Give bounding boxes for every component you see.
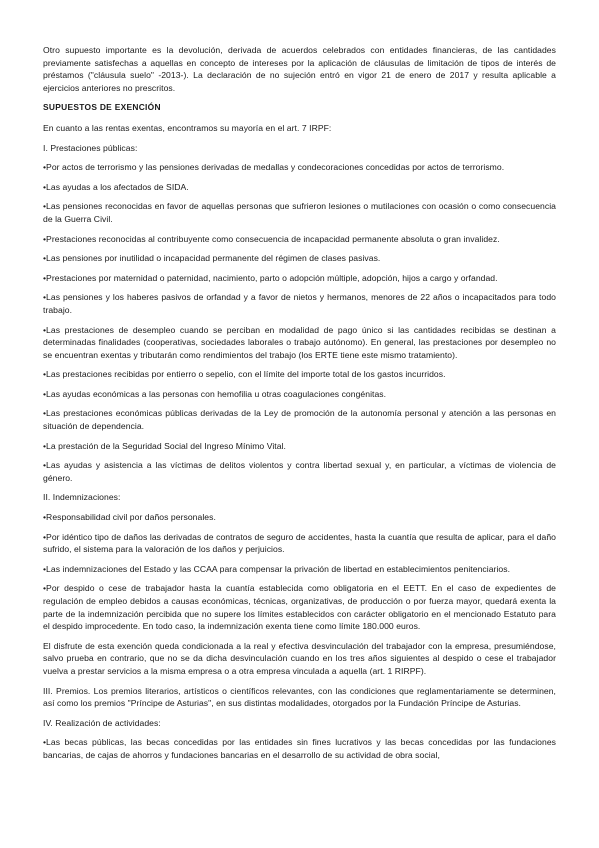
lead-paragraph: En cuanto a las rentas exentas, encontramos su mayoría en el art. 7 IRPF: — [43, 122, 332, 133]
list-item: •Las pensiones reconocidas en favor de aquellas personas que sufrieron lesiones o mutilaciones con ocasión o como consecuencia de la Guerra Civil. — [43, 201, 556, 224]
section-title: IV. Realización de actividades: — [43, 717, 161, 728]
list-item: •Las pensiones y los haberes pasivos de orfandad y a favor de nietos y hermanos, menores de 22 años o incapacitados para todo trabajo. — [43, 292, 556, 315]
intro-paragraph: Otro supuesto importante es la devolución, derivada de acuerdos celebrados con entidades financieras, de las cantidades previamente satisfechas a aquellas en concepto de intereses por la aplicación de cláusulas de limitación de tipos de interés de préstamos ("cláusula suelo" -2013-). La declaración de no sujeción entró en vigor 21 de enero de 2017 y resulta aplicable a ejercicios anteriores no prescritos. — [43, 45, 556, 93]
list-item: •Prestaciones por maternidad o paternidad, nacimiento, parto o adopción múltiple, adopción, hijos a cargo y orfandad. — [43, 272, 498, 283]
list-item: •Por despido o cese de trabajador hasta la cuantía establecida como obligatoria en el EETT. En el caso de expedientes de regulación de empleo debidos a causas económicas, técnicas, organizativas, de producción o por fuerza mayor, quedará exenta la parte de la indemnización percibida que no supere los límites establecidos con carácter obligatorio en el mencionado Estatuto para el despido improcedente. En todo caso, la indemnización exenta tiene como límite 180.000 euros. — [43, 583, 556, 632]
list-item: •Las prestaciones económicas públicas derivadas de la Ley de promoción de la autonomía personal y atención a las personas en situación de dependencia. — [43, 408, 556, 432]
list-item: •Las prestaciones de desempleo cuando se perciban en modalidad de pago único si las cantidades recibidas se destinan a determinadas finalidades (cooperativas, sociedades laborales o trabajo autónomo). En general, las prestaciones por desempleo no se encuentran exentas y tributarán como rendimientos del trabajo (los ERTE tiene este mismo tratamiento). — [43, 324, 556, 360]
list-item: •Las ayudas económicas a las personas con hemofilia u otras coagulaciones congénitas. — [43, 388, 387, 399]
document-page — [43, 44, 556, 769]
list-item: •Las becas públicas, las becas concedidas por las entidades sin fines lucrativos y las becas concedidas por las fundaciones bancarias, de cajas de ahorros y fundaciones bancarias en el desarrollo de su actividad de obra social, — [43, 737, 556, 760]
sections-container — [43, 142, 556, 762]
list-item: •La prestación de la Seguridad Social del Ingreso Mínimo Vital. — [43, 440, 286, 451]
list-item: El disfrute de esta exención queda condicionada a la real y efectiva desvinculación del trabajador con la empresa, presumiéndose, salvo prueba en contrario, que no se da dicha desvinculación cuando en los tres años siguientes al despido o cese el trabajador vuelva a prestar servicios a la misma empresa o a otra empresa vinculada a aquella (art. 1 RIRPF). — [43, 640, 556, 676]
list-item: •Las prestaciones recibidas por entierro o sepelio, con el límite del importe total de los gastos incurridos. — [43, 369, 446, 380]
list-item: •Las pensiones por inutilidad o incapacidad permanente del régimen de clases pasivas. — [43, 253, 381, 264]
list-item: •Prestaciones reconocidas al contribuyente como consecuencia de incapacidad permanente absoluta o gran invalidez. — [43, 233, 500, 244]
section-heading: SUPUESTOS DE EXENCIÓN — [43, 102, 161, 113]
list-item: III. Premios. Los premios literarios, artísticos o científicos relevantes, con las condiciones que reglamentariamente se determinen, así como los premios "Príncipe de Asturias", en sus distintas modalidades, otorgados por la Fundación Príncipe de Asturias. — [43, 685, 556, 709]
list-item: •Las indemnizaciones del Estado y las CCAA para compensar la privación de libertad en establecimientos penitenciarios. — [43, 563, 511, 574]
list-item: •Por actos de terrorismo y las pensiones derivadas de medallas y condecoraciones concedidas por actos de terrorismo. — [43, 162, 505, 173]
section-title: II. Indemnizaciones: — [43, 492, 121, 503]
list-item: •Responsabilidad civil por daños personales. — [43, 512, 216, 523]
section-title: I. Prestaciones públicas: — [43, 142, 138, 153]
list-item: •Las ayudas a los afectados de SIDA. — [43, 181, 189, 192]
list-item: •Las ayudas y asistencia a las víctimas de delitos violentos y contra libertad sexual y, en particular, a víctimas de violencia de género. — [43, 460, 556, 483]
list-item: •Por idéntico tipo de daños las derivadas de contratos de seguro de accidentes, hasta la cuantía que resulta de aplicar, para el daño sufrido, el sistema para la valoración de los daños y perjuicios. — [43, 531, 556, 555]
